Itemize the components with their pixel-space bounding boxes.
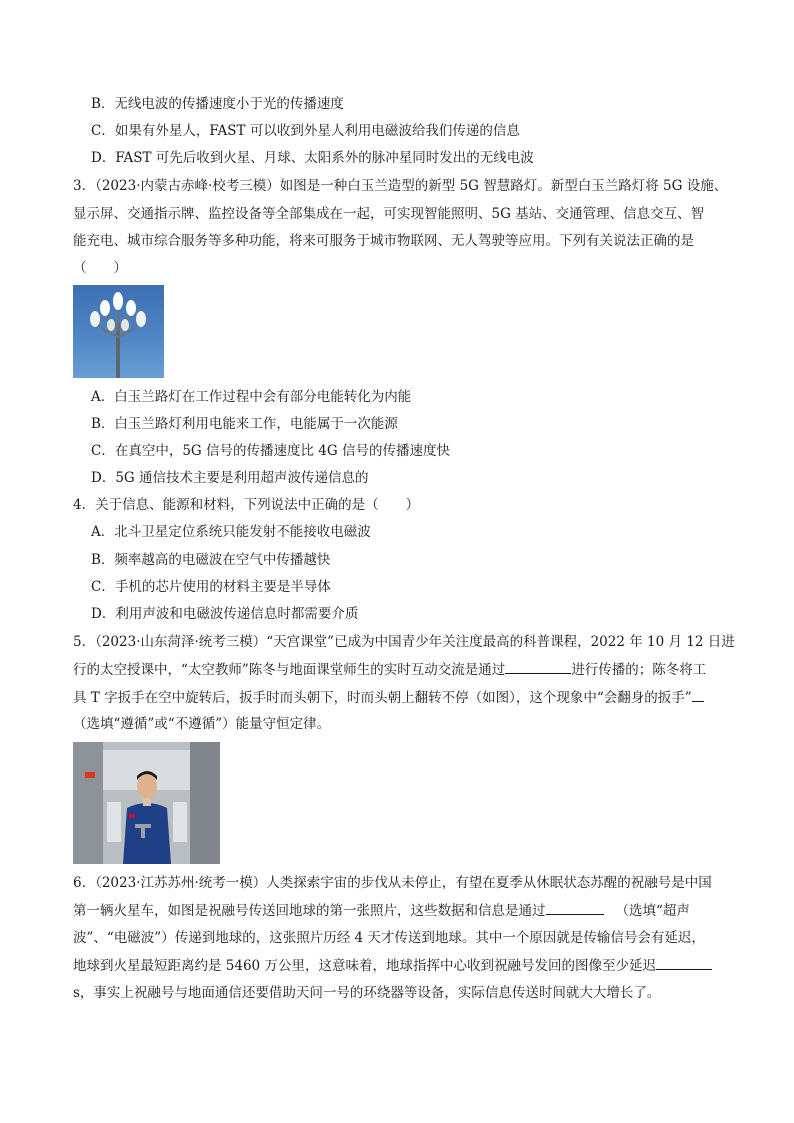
q5-text-line3: 具 T 字扳手在空中旋转后，扳手时而头朝下，时而头朝上翻转不停（如图），这个现象中“会翻身的扳手”	[73, 690, 692, 706]
q6-stem-line2	[73, 900, 690, 920]
q3-option-b: B．白玉兰路灯利用电能来工作，电能属于一次能源	[91, 416, 398, 432]
street-lamp-photo	[73, 285, 164, 378]
magnolia-lamp-icon	[73, 285, 164, 378]
q6-stem-line4	[73, 955, 712, 975]
astronaut-in-station-icon	[73, 742, 220, 864]
astronaut-photo	[73, 742, 220, 864]
q6-stem-line5: s，事实上祝融号与地面通信还要借助天问一号的环绕器等设备，实际信息传送时间就大大增长了。	[73, 985, 661, 1001]
q3-option-d: D．5G 通信技术主要是利用超声波传递信息的	[91, 470, 369, 486]
q4-option-a: A．北斗卫星定位系统只能发射不能接收电磁波	[91, 524, 371, 540]
q6-text-before-blank1: 第一辆火星车，如图是祝融号传送回地球的第一张照片，这些数据和信息是通过	[73, 903, 546, 919]
q6-stem-line1: 6．（2023·江苏苏州·统考一模）人类探索宇宙的步伐从未停止，有望在夏季从休眠状态苏醒的祝融号是中国	[73, 875, 712, 891]
q3-stem-line4: （ ）	[73, 260, 127, 276]
q5-stem-line3	[73, 687, 704, 707]
q3-option-c: C．在真空中，5G 信号的传播速度比 4G 信号的传播速度快	[91, 443, 450, 459]
q2-option-b: B．无线电波的传播速度小于光的传播速度	[91, 96, 344, 112]
q4-option-b: B．频率越高的电磁波在空气中传播越快	[91, 552, 331, 568]
q5-stem-line2	[73, 659, 706, 679]
q5-stem-line4: （选填“遵循”或“不遵循”）能量守恒定律。	[73, 716, 331, 732]
q3-stem-line2: 显示屏、交通指示牌、监控设备等全部集成在一起，可实现智能照明、5G 基站、交通管理、信息交互、智	[73, 206, 705, 222]
q2-option-d: D．FAST 可先后收到火星、月球、太阳系外的脉冲星同时发出的无线电波	[91, 150, 534, 166]
q3-stem-line3: 能充电、城市综合服务等多种功能，将来可服务于城市物联网、无人驾驶等应用。下列有关说法正确的是	[73, 233, 694, 249]
q5-text-after-blank1: 进行传播的；陈冬将工	[571, 662, 707, 678]
q6-answer-blank-1[interactable]	[546, 900, 604, 915]
q6-stem-line3: 波”、“电磁波”）传递到地球的，这张照片历经 4 天才传送到地球。其中一个原因就是传输信号会有延迟，	[73, 930, 705, 946]
q6-text-line4: 地球到火星最短距离约是 5460 万公里，这意味着，地球指挥中心收到祝融号发回的图像至少延迟	[73, 958, 656, 974]
q5-answer-blank-1[interactable]	[505, 659, 571, 674]
q5-text-before-blank1: 行的太空授课中，“太空教师”陈冬与地面课堂师生的实时互动交流是通过	[73, 662, 506, 678]
q5-answer-blank-2[interactable]	[692, 687, 704, 702]
q3-option-a: A．白玉兰路灯在工作过程中会有部分电能转化为内能	[91, 389, 412, 405]
q2-option-c: C．如果有外星人，FAST 可以收到外星人利用电磁波给我们传递的信息	[91, 123, 520, 139]
q3-stem-line1: 3．（2023·内蒙古赤峰·校考三模）如图是一种白玉兰造型的新型 5G 智慧路灯。新型白玉兰路灯将 5G 设施、	[73, 178, 728, 194]
q6-text-after-blank1: （选填“超声	[615, 903, 690, 919]
q4-option-c: C．手机的芯片使用的材料主要是半导体	[91, 579, 331, 595]
q4-option-d: D．利用声波和电磁波传递信息时都需要介质	[91, 606, 359, 622]
q6-answer-blank-2[interactable]	[656, 955, 712, 970]
q5-stem-line1: 5．（2023·山东菏泽·统考三模）“天宫课堂”已成为中国青少年关注度最高的科普课程，2022 年 10 月 12 日进	[73, 634, 735, 650]
q4-stem: 4．关于信息、能源和材料，下列说法中正确的是（ ）	[73, 497, 420, 513]
